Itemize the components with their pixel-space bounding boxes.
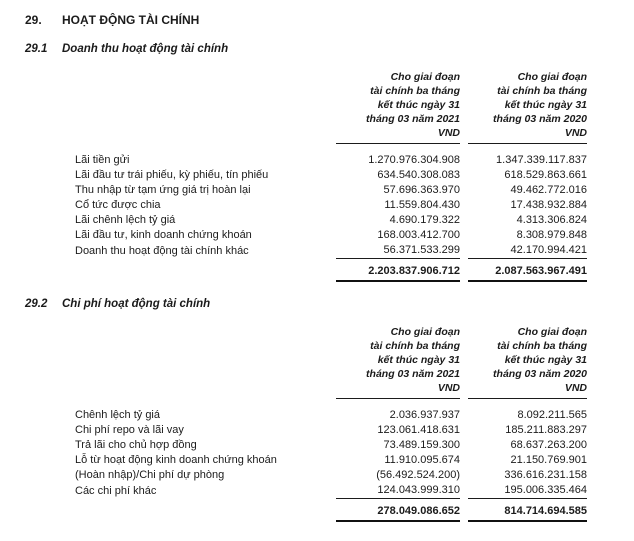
total-row bbox=[75, 259, 587, 282]
total-value-2020: 2.087.563.967.491 bbox=[468, 259, 587, 282]
row-value-2020: 42.170.994.421 bbox=[468, 243, 587, 259]
row-value-2020: 1.347.339.117.837 bbox=[496, 154, 587, 166]
table-header-row bbox=[75, 325, 587, 399]
row-label: Chênh lệch tỷ giá bbox=[75, 409, 160, 421]
row-label: Lãi tiền gửi bbox=[75, 154, 130, 166]
row-value-2020: 21.150.769.901 bbox=[510, 454, 587, 466]
table-row bbox=[75, 198, 587, 213]
row-value-2020: 49.462.772.016 bbox=[510, 184, 587, 196]
row-label: Chi phí repo và lãi vay bbox=[75, 424, 184, 436]
table-row bbox=[75, 213, 587, 228]
row-value-2021: 11.910.095.674 bbox=[384, 454, 460, 466]
row-label: Lãi đầu tư trái phiếu, kỳ phiếu, tín phiếu bbox=[75, 169, 269, 181]
row-value-2021: 56.371.533.299 bbox=[336, 243, 460, 259]
row-value-2021: 57.696.363.970 bbox=[383, 184, 460, 196]
subsection-number: 29.2 bbox=[25, 298, 48, 310]
row-value-2021: 168.003.412.700 bbox=[377, 229, 460, 241]
row-value-2021: 4.690.179.322 bbox=[389, 214, 460, 226]
row-value-2020: 185.211.883.297 bbox=[505, 424, 587, 436]
table-row bbox=[75, 453, 587, 468]
subsection-heading-29-1 bbox=[25, 42, 634, 57]
row-value-2020: 8.308.979.848 bbox=[516, 229, 587, 241]
row-label: Thu nhập từ tạm ứng giá trị hoàn lại bbox=[75, 184, 251, 196]
total-row bbox=[75, 499, 587, 522]
table-header-row bbox=[75, 70, 587, 144]
total-value-2021: 278.049.086.652 bbox=[336, 499, 460, 522]
section-heading bbox=[25, 13, 634, 28]
row-label: Các chi phí khác bbox=[75, 484, 157, 497]
table-row bbox=[75, 144, 587, 169]
currency-unit: VND bbox=[564, 382, 587, 394]
row-value-2021: 73.489.159.300 bbox=[383, 439, 460, 451]
currency-unit: VND bbox=[437, 127, 460, 139]
table-row bbox=[75, 183, 587, 198]
table-row bbox=[75, 243, 587, 259]
row-value-2020: 618.529.863.661 bbox=[504, 169, 587, 181]
row-value-2020: 195.006.335.464 bbox=[468, 483, 587, 499]
row-label: Trả lãi cho chủ hợp đồng bbox=[75, 439, 197, 451]
table-row bbox=[75, 423, 587, 438]
subsection-heading-29-2 bbox=[25, 297, 634, 312]
row-label: Doanh thu hoạt động tài chính khác bbox=[75, 244, 249, 257]
total-value-2020: 814.714.694.585 bbox=[468, 499, 587, 522]
row-value-2021: 124.043.999.310 bbox=[336, 483, 460, 499]
row-label: Lãi chênh lệch tỷ giá bbox=[75, 214, 176, 226]
row-label: Lỗ từ hoạt động kinh doanh chứng khoán bbox=[75, 454, 277, 466]
subsection-title: Doanh thu hoạt động tài chính bbox=[62, 43, 229, 55]
table-row bbox=[75, 168, 587, 183]
row-value-2021: 634.540.308.083 bbox=[377, 169, 460, 181]
row-value-2021: 1.270.976.304.908 bbox=[368, 154, 460, 166]
financial-income-table bbox=[75, 70, 587, 282]
financial-expense-table bbox=[75, 325, 587, 522]
subsection-title: Chi phí hoạt động tài chính bbox=[62, 298, 211, 310]
row-value-2020: 68.637.263.200 bbox=[510, 439, 587, 451]
table-row bbox=[75, 228, 587, 243]
table-row bbox=[75, 468, 587, 483]
row-value-2020: 8.092.211.565 bbox=[517, 409, 587, 421]
row-label: Cổ tức được chia bbox=[75, 199, 161, 211]
row-label: Lãi đầu tư, kinh doanh chứng khoán bbox=[75, 229, 252, 241]
table-row bbox=[75, 438, 587, 453]
row-value-2021: 2.036.937.937 bbox=[389, 409, 460, 421]
row-value-2021: (56.492.524.200) bbox=[376, 469, 460, 481]
period-header-2020: Cho giai đoạn tài chính ba tháng kết thúc ngày 31 tháng 03 năm 2020 VND bbox=[468, 325, 587, 399]
section-number: 29. bbox=[25, 13, 42, 27]
subsection-number: 29.1 bbox=[25, 43, 48, 55]
section-title: HOẠT ĐỘNG TÀI CHÍNH bbox=[62, 13, 200, 27]
row-value-2021: 123.061.418.631 bbox=[377, 424, 460, 436]
period-header-2021: Cho giai đoạn tài chính ba tháng kết thúc ngày 31 tháng 03 năm 2021 VND bbox=[336, 325, 460, 399]
row-value-2021: 11.559.804.430 bbox=[384, 199, 460, 211]
currency-unit: VND bbox=[437, 382, 460, 394]
row-label: (Hoàn nhập)/Chi phí dự phòng bbox=[75, 469, 225, 481]
table-row bbox=[75, 483, 587, 499]
row-value-2020: 17.438.932.884 bbox=[510, 199, 587, 211]
currency-unit: VND bbox=[564, 127, 587, 139]
period-header-2021: Cho giai đoạn tài chính ba tháng kết thúc ngày 31 tháng 03 năm 2021 VND bbox=[336, 70, 460, 144]
row-value-2020: 336.616.231.158 bbox=[504, 469, 587, 481]
table-row bbox=[75, 399, 587, 424]
row-value-2020: 4.313.306.824 bbox=[516, 214, 587, 226]
total-value-2021: 2.203.837.906.712 bbox=[336, 259, 460, 282]
period-header-2020: Cho giai đoạn tài chính ba tháng kết thúc ngày 31 tháng 03 năm 2020 VND bbox=[468, 70, 587, 144]
